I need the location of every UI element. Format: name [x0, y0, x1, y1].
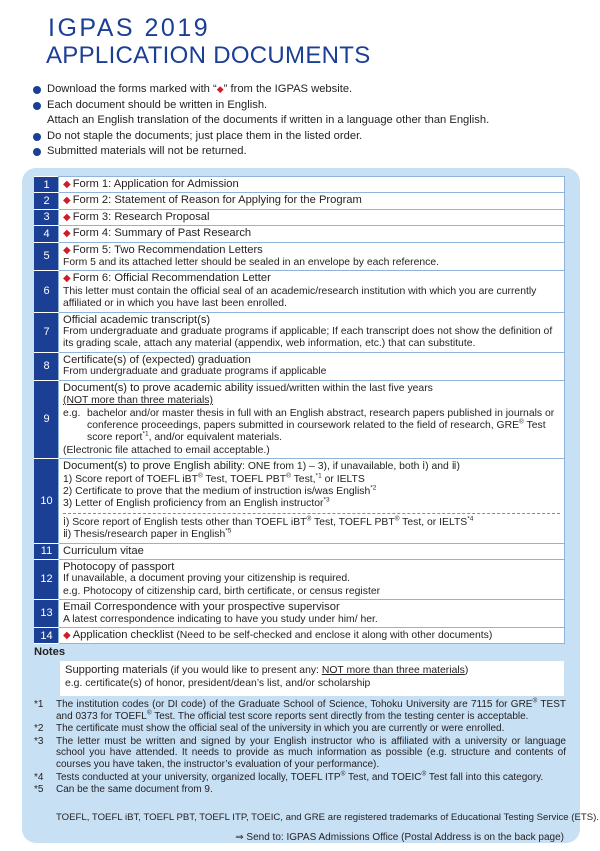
row-number: 1 [35, 177, 59, 193]
row-number: 9 [35, 380, 59, 458]
document-description: If unavailable, a document proving your citizenship is required. [63, 573, 351, 585]
document-title: Application checklist [72, 629, 174, 641]
page-title: APPLICATION DOCUMENTS [46, 42, 371, 69]
table-row [35, 209, 565, 225]
document-title: Form 4: Summary of Past Research [72, 227, 252, 240]
document-description: This letter must contain the official seal of an academic/research institution with which you are currently affiliated or in which you have last been enrolled. [63, 285, 537, 310]
table-row: 10 Document(s) to prove English ability: ONE from 1) – 3), if unavailable, both ⅰ) and ⅱ) 1) Score report of TOEFL iBT® Test, TOEFL PBT® Test,$^{*1}$ or IELTS 2) Certificate to prove that the medium of instruction is/was English$^{*2}$ 3) Letter of English proficiency from an English instructor$^{*3}$ ⅰ) Score report of English tests other than TOEFL iBT® Test, TOEFL PBT® Test, or IELTS$^{*4}$ ⅱ) Thesis/research paper in English$^{*5}$ [35, 459, 565, 543]
supporting-materials-box: Supporting materials (if you would like to present any: NOT more than three materials) e.g. certificate(s) of honor, president/dean’s list, and/or scholarship [60, 661, 564, 696]
footnote: *4 Tests conducted at your university, organized locally, TOEFL ITP® Test, and TOEIC® Test fall into this category. [34, 770, 544, 783]
document-description: Form 5 and its attached letter should be sealed in an envelope by each reference. [63, 257, 440, 269]
instruction-item: Download the forms marked with “◆” from the IGPAS website. [32, 82, 592, 98]
option-item: 1) Score report of TOEFL iBT® Test, TOEFL PBT® Test,$^{*1}$ or IELTS [63, 472, 365, 485]
document-title: Form 6: Official Recommendation Letter [72, 272, 271, 285]
supporting-materials-example: e.g. certificate(s) of honor, president/dean’s list, and/or scholarship [65, 678, 371, 689]
footnote: *5 Can be the same document from 9. [34, 784, 213, 796]
bullet-icon [33, 148, 41, 156]
bullet-icon [33, 133, 41, 141]
document-title: Form 5: Two Recommendation Letters [72, 243, 263, 256]
red-diamond-icon: ◆ [63, 244, 71, 256]
material-limit: (NOT more than three materials) [63, 395, 213, 407]
table-row [35, 193, 565, 209]
bullet-icon [33, 102, 41, 110]
row-number: 5 [35, 242, 59, 271]
option-item: 3) Letter of English proficiency from an English instructor$^{*3}$ [63, 496, 330, 510]
document-title: Email Correspondence with your prospective supervisor [63, 601, 340, 614]
row-number: 14 [35, 628, 59, 644]
table-row [35, 226, 565, 242]
row-number: 8 [35, 352, 59, 380]
table-row [35, 312, 565, 352]
red-diamond-icon: ◆ [63, 228, 71, 240]
divider [63, 513, 560, 514]
document-title: Certificate(s) of (expected) graduation [63, 353, 251, 366]
option-item: 2) Certificate to prove that the medium of instruction is/was English$^{*2}$ [63, 484, 377, 497]
row-number: 6 [35, 271, 59, 312]
instruction-item: Submitted materials will not be returned. [32, 144, 592, 160]
row-number: 3 [35, 209, 59, 225]
document-title: Official academic transcript(s) [63, 313, 211, 326]
red-diamond-icon: ◆ [63, 630, 71, 641]
row-number: 4 [35, 226, 59, 242]
table-row [35, 242, 565, 271]
table-row [35, 271, 565, 312]
table-row: 9 Document(s) to prove academic ability issued/written within the last five years (NOT more than three materials) e.g. bachelor and/or master thesis in full with an English abstract, research papers published in journals or conference proceedings, papers submitted in coursework related to the field of research, GRE® Test score report$^{*1}$, and/or equivalent materials. (Electronic file attached to email acceptable.) [35, 380, 565, 458]
document-description: (Need to be self-checked and enclose it along with other documents) [173, 630, 493, 641]
documents-table [34, 176, 565, 644]
footnotes [34, 699, 566, 797]
table-row [35, 628, 565, 644]
row-number: 12 [35, 559, 59, 599]
table-row [35, 559, 565, 599]
row-number: 2 [35, 193, 59, 209]
red-diamond-icon: ◆ [63, 273, 71, 285]
option-item: ⅱ) Thesis/research paper in English$^{*5}$ [63, 527, 232, 541]
instruction-item: Do not staple the documents; just place them in the listed order. [32, 129, 592, 145]
send-to-address: ⇒ Send to: IGPAS Admissions Office (Postal Address is on the back page) [235, 832, 564, 843]
red-diamond-icon: ◆ [216, 84, 224, 94]
row-number: 13 [35, 600, 59, 628]
instructions-list [32, 82, 592, 160]
footnote: *3 The letter must be written and signed by your English instructor who is affiliated with a university or language school you have attended. It needs to provide as much information as possible (e.g. structure and contents of courses you have taken, the instructor’s evaluation of your performance). [34, 735, 566, 770]
document-description: From undergraduate and graduate programs if applicable [63, 366, 327, 378]
document-title: Photocopy of passport [63, 560, 175, 573]
bullet-icon [33, 86, 41, 94]
row-number: 10 [35, 459, 59, 543]
document-description: (Electronic file attached to email acceptable.) [63, 444, 270, 456]
table-row [35, 352, 565, 380]
document-description: From undergraduate and graduate programs if applicable; If each transcript does not show the definition of its grading scale, attach any material (appendix, web information, etc.) that can substitute. [63, 326, 553, 350]
trademark-notice: TOEFL, TOEFL iBT, TOEFL PBT, TOEFL ITP, TOEIC, and GRE are registered trademarks of Educational Testing Service (ETS). [56, 812, 599, 823]
supporting-materials-title: Supporting materials [65, 664, 168, 676]
notes-heading: Notes [34, 646, 66, 658]
instruction-item: Each document should be written in English. Attach an English translation of the documents if written in a language other than English. [32, 98, 592, 129]
document-title: Form 3: Research Proposal [72, 210, 210, 223]
footnote: *2 The certificate must show the official seal of the university in which you are currently or were enrolled. [34, 723, 505, 735]
row-number: 7 [35, 312, 59, 352]
table-row [35, 543, 565, 559]
red-diamond-icon: ◆ [63, 179, 71, 190]
document-title: Form 1: Application for Admission [72, 178, 239, 190]
document-title: Form 2: Statement of Reason for Applying for the Program [72, 194, 362, 207]
document-description: A latest correspondence indicating to have you study under him/ her. [63, 613, 378, 625]
document-title: Curriculum vitae [63, 544, 144, 557]
option-item: ⅰ) Score report of English tests other than TOEFL iBT® Test, TOEFL PBT® Test, or IELTS$^{*4}$ [63, 515, 474, 528]
document-title: Document(s) to prove academic ability [63, 381, 254, 394]
document-title: Document(s) to prove English ability [63, 460, 243, 473]
example-text: e.g. bachelor and/or master thesis in full with an English abstract, research papers published in journals or conference proceedings, papers submitted in coursework related to the field of research, GRE® Test score report$^{*1}$, and/or equivalent materials. [63, 407, 555, 444]
table-row [35, 177, 565, 193]
document-description: e.g. Photocopy of citizenship card, birth certificate, or census register [63, 585, 381, 597]
red-diamond-icon: ◆ [63, 195, 71, 207]
row-number: 11 [35, 543, 59, 559]
red-diamond-icon: ◆ [63, 211, 71, 223]
footnote: *1 The institution codes (or DI code) of the Graduate School of Science, Tohoku University are 7115 for GRE® TEST and 0373 for TOEFL® Test. The official test score reports sent directly from the testing center is acceptable. [34, 697, 566, 722]
page-title-year: IGPAS 2019 [48, 14, 211, 42]
table-row [35, 600, 565, 628]
